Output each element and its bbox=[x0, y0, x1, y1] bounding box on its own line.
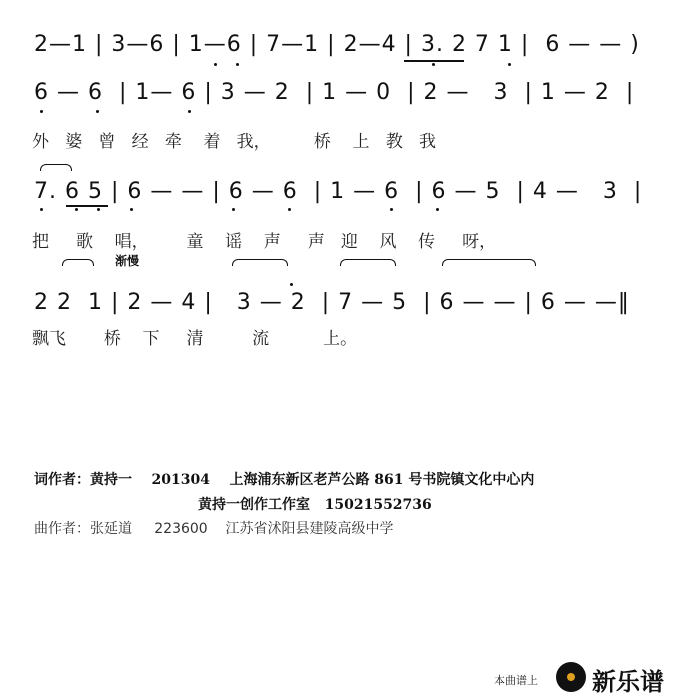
high-octave-dot bbox=[290, 283, 293, 286]
low-octave-dot bbox=[288, 208, 291, 211]
low-octave-dot bbox=[214, 63, 217, 66]
brand-logo: 新乐谱 bbox=[592, 668, 664, 696]
low-octave-dot bbox=[75, 208, 78, 211]
low-octave-dot bbox=[96, 110, 99, 113]
score-line-2: 6 — 6 | 1— 6 | 3 — 2 | 1 — 0 | 2 — 3 | 1 — 2 | bbox=[34, 80, 635, 105]
lyric-line-4: 飘飞 桥 下 清 流 上。 bbox=[32, 329, 358, 349]
low-octave-dot bbox=[188, 110, 191, 113]
lyricist-credit: 词作者：黄持一 201304 上海浦东新区老芦公路 861 号书院镇文化中心内 bbox=[34, 472, 535, 488]
low-octave-dot bbox=[130, 208, 133, 211]
slur-mark bbox=[340, 259, 396, 266]
slur-mark bbox=[40, 164, 72, 171]
underline-mark bbox=[66, 205, 108, 207]
score-line-4: 2 2 1 | 2 — 4 | 3 — 2 | 7 — 5 | 6 — — | 6 — —‖ bbox=[34, 290, 630, 315]
low-octave-dot bbox=[40, 110, 43, 113]
slur-mark bbox=[232, 259, 288, 266]
low-octave-dot bbox=[508, 63, 511, 66]
composer-credit: 曲作者：张延道 223600 江苏省沭阳县建陵高级中学 bbox=[34, 521, 394, 537]
low-octave-dot bbox=[390, 208, 393, 211]
underline-mark bbox=[404, 60, 464, 62]
lyric-line-2: 外 婆 曾 经 牵 着 我， 桥 上 教 我 bbox=[32, 132, 436, 152]
footer-note: 本曲谱上 bbox=[494, 674, 538, 687]
slur-mark bbox=[442, 259, 536, 266]
record-disc-icon bbox=[556, 662, 586, 692]
low-octave-dot bbox=[97, 208, 100, 211]
slur-mark bbox=[62, 259, 94, 266]
low-octave-dot bbox=[232, 208, 235, 211]
low-octave-dot bbox=[436, 208, 439, 211]
score-line-1: 2—1 | 3—6 | 1—6 | 7—1 | 2—4 | 3. 2 7 1 | 6 — — ) bbox=[34, 32, 640, 57]
low-octave-dot bbox=[40, 208, 43, 211]
low-octave-dot bbox=[236, 63, 239, 66]
lyricist-studio-credit: 黄持一创作工作室 15021552736 bbox=[198, 497, 432, 513]
low-octave-dot bbox=[432, 63, 435, 66]
tempo-mark: 渐慢 bbox=[115, 254, 140, 268]
lyric-line-3: 把 歌 唱， 童 谣 声 声 迎 风 传 呀， bbox=[32, 232, 497, 252]
score-line-3: 7. 6 5 | 6 — — | 6 — 6 | 1 — 6 | 6 — 5 | 4 — 3 | bbox=[34, 179, 643, 204]
